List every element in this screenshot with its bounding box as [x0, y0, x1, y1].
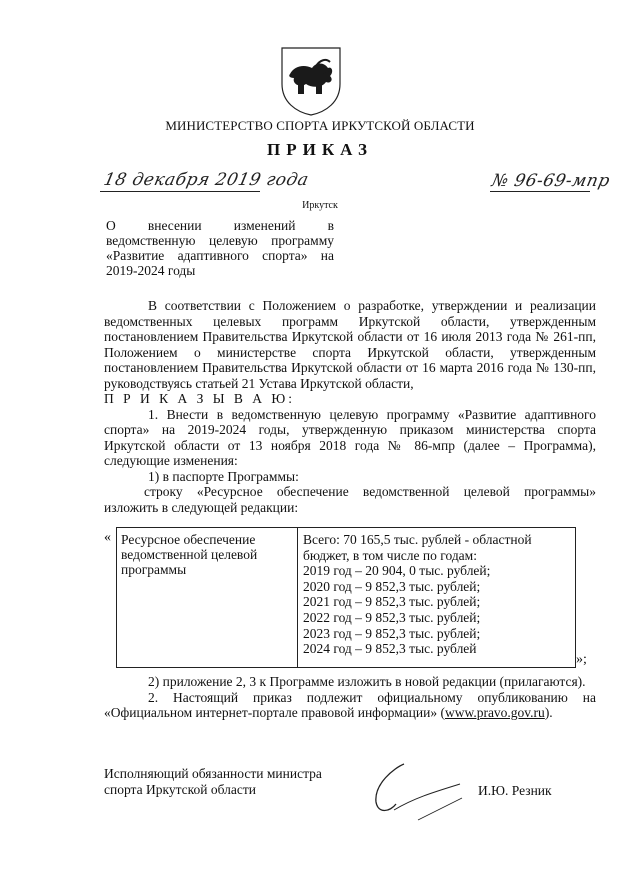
resource-table — [116, 527, 576, 668]
preamble-paragraph: В соответствии с Положением о разработке, утверждении и реализации ведомственных целевых программ Иркутской области, утвержденным постановлением Правительства Иркутской области от 16 июля 2013 года № 261-пп, Положением о министерстве спорта Иркутской области, утвержденным постановлением Правительства Иркутской области от 16 марта 2016 года № 130-пп, руководствуясь статьей 21 Устава Иркутской области, — [104, 298, 596, 391]
funding-year: 2024 год – 9 852,3 тыс. рублей — [303, 641, 477, 657]
funding-year: 2021 год – 9 852,3 тыс. рублей; — [303, 594, 481, 610]
item-2-end: ). — [544, 705, 553, 720]
order-number-handwritten: № 96-69-мпр — [489, 171, 612, 191]
funding-year: 2019 год – 20 904, 0 тыс. рублей; — [303, 563, 491, 579]
resource-table-block — [104, 524, 594, 672]
table-right-cell — [303, 532, 573, 657]
item-2-paragraph — [104, 690, 596, 721]
funding-total: Всего: 70 165,5 тыс. рублей - областной бюджет, в том числе по годам: — [303, 532, 532, 563]
order-date-handwritten: 18 декабря 2019 года — [101, 170, 311, 190]
funding-year: 2020 год – 9 852,3 тыс. рублей; — [303, 578, 481, 594]
signer-name: И.Ю. Резник — [478, 783, 552, 798]
pravo-link[interactable]: www.pravo.gov.ru — [444, 705, 545, 720]
item-1-paragraph: 1. Внести в ведомственную целевую программу «Развитие адаптивного спорта» на 2019-2024 годы, утвержденную приказом министерства спорта Иркутской области от 13 ноября 2018 года № 86-мпр (далее – Программа), следующие изменения: — [104, 406, 596, 468]
item-2-text: 2. Настоящий приказ подлежит официальному опубликованию на «Официальном интернет-портале правовой информации» ( — [104, 689, 596, 720]
quote-open: « — [104, 530, 111, 545]
funding-year: 2022 год – 9 852,3 тыс. рублей; — [303, 609, 481, 625]
document-title: ПРИКАЗ — [267, 140, 373, 159]
signer-position-line2: спорта Иркутской области — [104, 782, 256, 797]
item-1-row-paragraph: строку «Ресурсное обеспечение ведомственной целевой программы» изложить в следующей редакции: — [104, 484, 596, 515]
item-1-subitem-2: 2) приложение 2, 3 к Программе изложить в новой редакции (прилагаются). — [148, 674, 586, 689]
item-1-subitem: 1) в паспорте Программы: — [148, 468, 299, 484]
city: Иркутск — [302, 200, 338, 211]
signer-position-line1: Исполняющий обязанности министра — [104, 766, 322, 781]
irkutsk-coat-of-arms-icon — [276, 44, 346, 116]
date-underline — [100, 191, 260, 192]
order-subject: О внесении изменений в ведомственную целевую программу «Развитие адаптивного спорта» на 2019-2024 годы — [106, 218, 334, 278]
order-body — [104, 298, 596, 515]
signer-position — [104, 766, 364, 798]
funding-year: 2023 год – 9 852,3 тыс. рублей; — [303, 625, 481, 641]
handwritten-signature-icon — [364, 758, 464, 828]
order-word: П Р И К А З Ы В А Ю: — [104, 391, 296, 406]
ministry-name: МИНИСТЕРСТВО СПОРТА ИРКУТСКОЙ ОБЛАСТИ — [165, 118, 475, 133]
table-divider — [297, 528, 298, 667]
number-underline — [490, 191, 590, 192]
order-tail — [104, 674, 596, 721]
quote-close: »; — [576, 652, 587, 667]
table-left-cell: Ресурсное обеспечение ведомственной целевой программы — [121, 532, 258, 577]
